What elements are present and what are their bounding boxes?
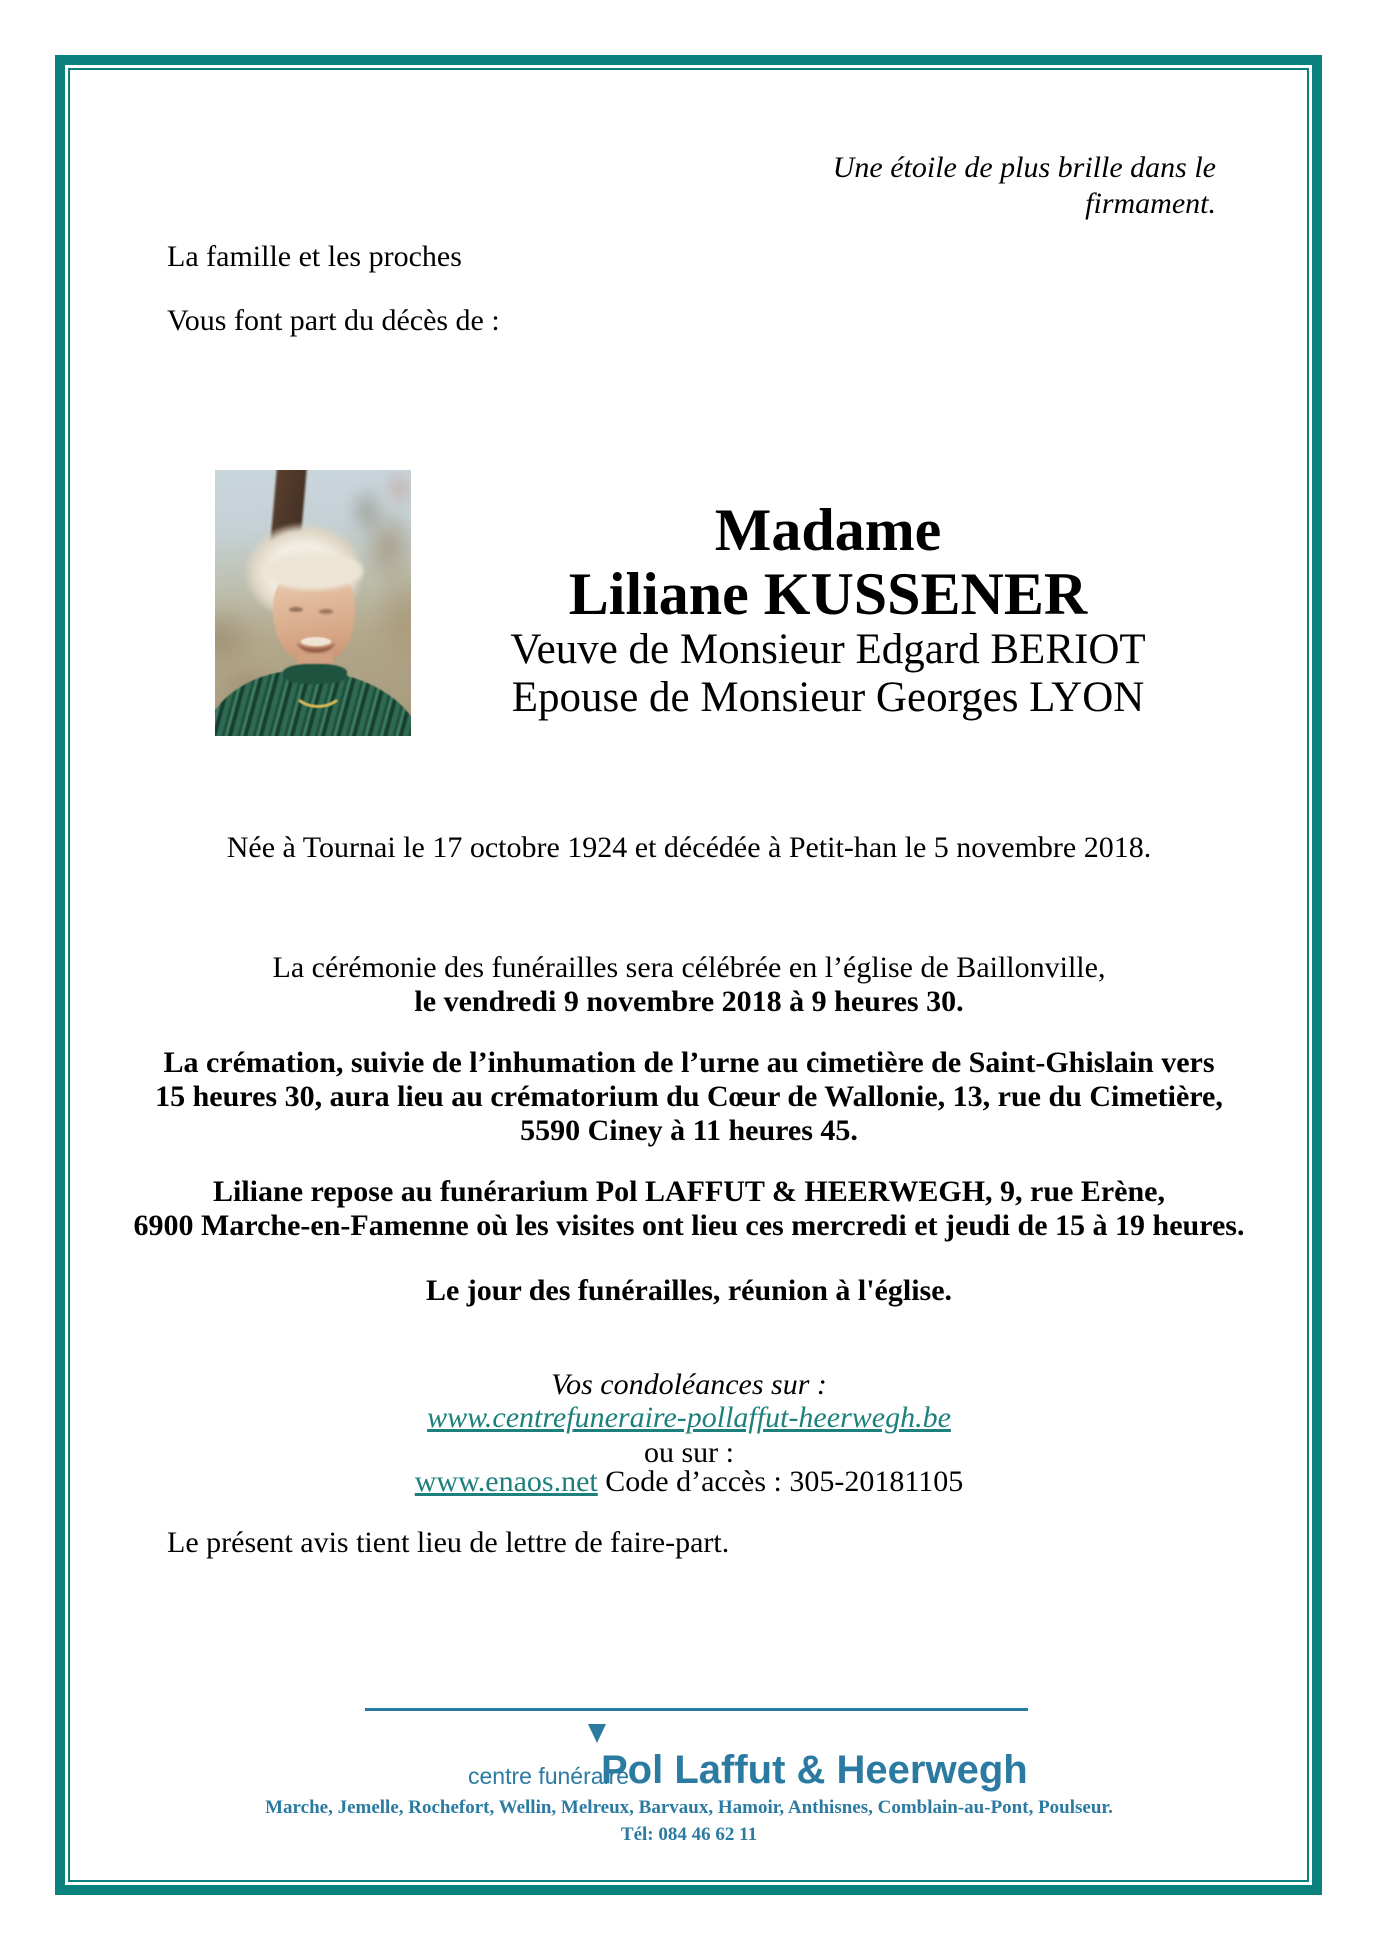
or-line: ou sur : <box>644 1436 734 1469</box>
cremation-line-3: 5590 Ciney à 11 heures 45. <box>520 1114 858 1147</box>
ceremony-paragraph <box>80 951 1298 1019</box>
announcement-line: Vous font part du décès de : <box>167 304 500 337</box>
photo-left-eye <box>289 607 303 612</box>
condolences-link-row <box>80 1401 1298 1435</box>
deceased-title-block <box>440 498 1216 722</box>
photo-hair-fringe <box>263 552 363 590</box>
footer-divider <box>365 1708 1028 1711</box>
footer-locations: Marche, Jemelle, Rochefort, Wellin, Melreux, Barvaux, Hamoir, Anthisnes, Comblain-au-Pont, Poulseur. <box>265 1797 1113 1818</box>
portrait-photo <box>215 470 411 736</box>
cremation-line-1: La crémation, suivie de l’inhumation de l’urne au cimetière de Saint-Ghislain vers <box>163 1046 1215 1079</box>
deceased-relation-widow: Veuve de Monsieur Edgard BERIOT <box>510 626 1146 673</box>
life-dates-line: Née à Tournai le 17 octobre 1924 et décédée à Petit-han le 5 novembre 2018. <box>226 831 1152 864</box>
repose-line-2: 6900 Marche-en-Famenne où les visites ont lieu ces mercredi et jeudi de 15 à 19 heures. <box>133 1209 1245 1242</box>
footer-brand-main: Pol Laffut & Heerwegh <box>601 1748 1028 1792</box>
photo-gold-necklace <box>291 666 345 708</box>
reunion-line: Le jour des funérailles, réunion à l'église. <box>425 1274 953 1307</box>
repose-line-1: Liliane repose au funérarium Pol LAFFUT & HEERWEGH, 9, rue Erène, <box>213 1175 1165 1208</box>
centrefuneraire-link[interactable]: www.centrefuneraire-pollaffut-heerwegh.be <box>427 1401 951 1434</box>
footer-phone: Tél: 084 46 62 11 <box>620 1824 758 1845</box>
cremation-paragraph <box>80 1046 1298 1148</box>
memorial-quote: Une étoile de plus brille dans le firmament. <box>832 151 1216 220</box>
cremation-line-2: 15 heures 30, aura lieu au crématorium du Cœur de Wallonie, 13, rue du Cimetière, <box>155 1080 1223 1113</box>
enaos-row <box>80 1465 1298 1499</box>
ceremony-line: La cérémonie des funérailles sera célébrée en l’église de Baillonville, <box>272 951 1106 984</box>
footer-brand-small: centre funéraire <box>468 1763 630 1789</box>
enaos-link[interactable]: www.enaos.net <box>414 1465 598 1498</box>
condolences-intro: Vos condoléances sur : <box>551 1368 827 1401</box>
repose-paragraph <box>80 1175 1298 1243</box>
ceremony-date-line: le vendredi 9 novembre 2018 à 9 heures 30. <box>414 985 964 1018</box>
photo-teeth <box>301 637 331 646</box>
deceased-title: Madame <box>714 497 942 563</box>
deceased-relation-spouse: Epouse de Monsieur Georges LYON <box>511 674 1145 721</box>
access-code-text: Code d’accès : 305-20181105 <box>597 1465 964 1498</box>
notice-line: Le présent avis tient lieu de lettre de faire-part. <box>167 1526 730 1559</box>
deceased-name: Liliane KUSSENER <box>568 561 1088 627</box>
family-line: La famille et les proches <box>167 240 462 273</box>
photo-right-eye <box>319 609 333 614</box>
triangle-icon <box>588 1724 606 1743</box>
